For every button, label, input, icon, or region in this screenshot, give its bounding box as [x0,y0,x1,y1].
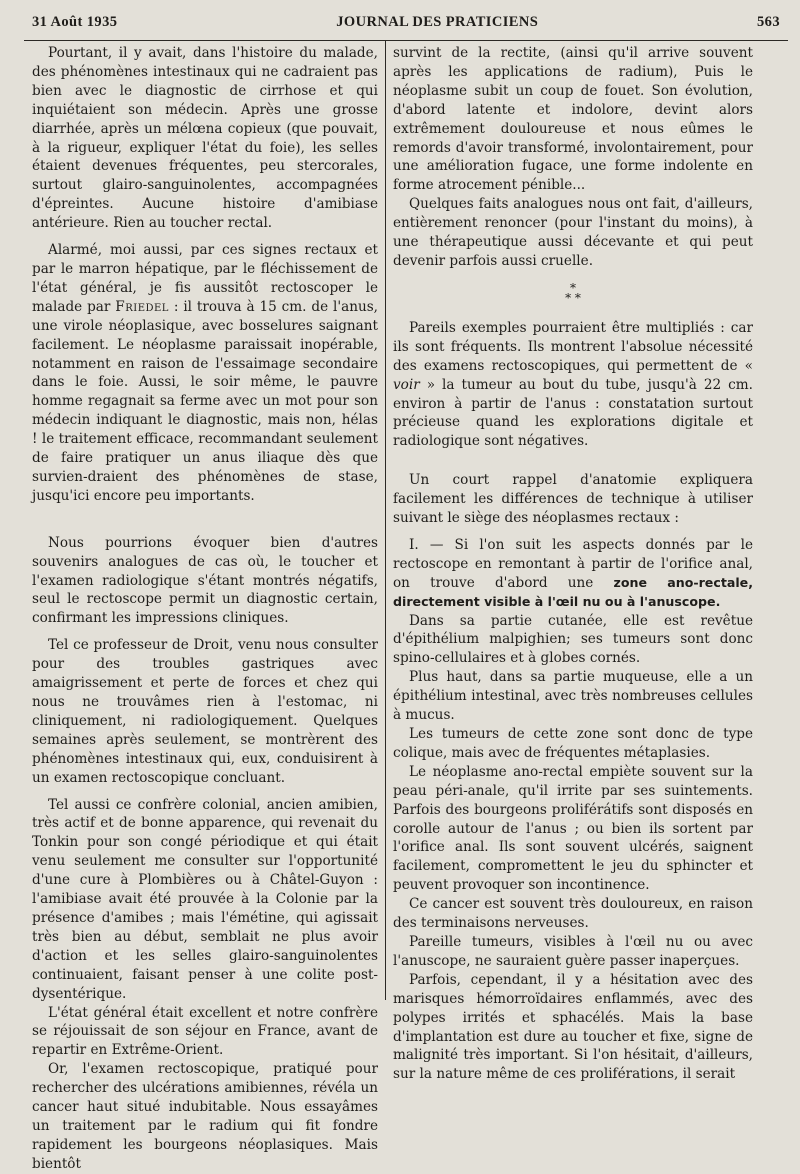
asterism-bottom: * * [565,290,581,305]
paragraph: Le néoplasme ano-rectal empiète souvent sur la peau péri-anale, qu'il irrite par ses suintements. Parfois des bourgeons proliférátifs sont disposés en corolle autour de l'anus ; ou bien ils sortent par l'orifice anal. Ils sont souvent ulcérés, saignent facilement, compromettent le jeu du sphincter et peuvent provoquer son incontinence. [393,763,753,894]
paragraph: Plus haut, dans sa partie muqueuse, elle a un épithélium intestinal, avec très nombreuses cellules à mucus. [393,669,753,724]
paragraph: Les tumeurs de cette zone sont donc de type colique, mais avec de fréquentes métaplasies. [393,726,753,761]
paragraph: L'état général était excellent et notre confrère se réjouissait de son séjour en France, avant de repartir en Extrême-Orient. [32,1004,378,1059]
paragraph: Dans sa partie cutanée, elle est revêtue d'épithélium malpighien; ses tumeurs sont donc spino-cellulaires et à globes cornés. [393,612,753,667]
asterism-separator [393,280,753,305]
header-journal-title: JOURNAL DES PRATICIENS [336,14,539,30]
header-page-number: 563 [757,14,780,30]
paragraph: Or, l'examen rectoscopique, pratiqué pour rechercher des ulcérations amibiennes, révéla un cancer haut situé indubitable. Nous essayâmes un traitement par le radium qui fit fondre rapidement les bourgeons néoplasiques. Mais bientôt [32,1061,378,1172]
asterism-top: * [570,280,576,295]
paragraph: Parfois, cependant, il y a hésitation avec des marisques hémorroïdaires enflammés, avec des polypes irrités et sphacélés. Mais la base d'implantation est dure au toucher et fixe, signe de malignité très important. Si l'on hésitait, d'ailleurs, sur la nature même de ces proliférations, il serait [393,971,753,1083]
paragraph: survint de la rectite, (ainsi qu'il arrive souvent après les applications de radium), Puis le néoplasme subit un coup de fouet. Son évolution, d'abord latente et indolore, devint alors extrêmement douloureuse et nous eûmes le remords d'avoir transformé, involontairement, pour une amélioration fugace, une forme indolente en forme atrocement pénible... [393,45,753,194]
paragraph [393,536,753,612]
paragraph-text: Pareils exemples pourraient être multipliés : car ils sont fréquents. Ils montrent l'absolue nécessité des examens rectoscopiques, qui permettent de « [393,319,753,374]
bold-term: zone ano-rectale, directement visible à l'œil nu ou à l'anuscope. [393,574,753,609]
paragraph: Tel aussi ce confrère colonial, ancien amibien, très actif et de bonne apparence, qui revenait du Tonkin pour son congé périodique et qui était venu seulement me consulter sur l'opportunité d'une cure à Plombières ou à Châtel-Guyon : l'amibiase avait été prouvée à la Colonie par la présence d'amibes ; mais l'émétine, qui agissait très bien au début, semblait ne plus avoir d'action et les selles glairo-sanguinolentes continuaient, faisant penser à une colite post-dysentérique. [32,796,378,1002]
paragraph: Quelques faits analogues nous ont fait, d'ailleurs, entièrement renoncer (pour l'instant du moins), à une thérapeutique aussi décevante et qui peut devenir parfois aussi cruelle. [393,196,753,269]
paragraph: Nous pourrions évoquer bien d'autres souvenirs analogues de cas où, le toucher et l'examen radiologique s'étant montrés négatifs, seul le rectoscope permit un diagnostic certain, confirmant les impressions cliniques. [32,534,378,627]
running-header [32,14,780,40]
header-rule [24,40,788,41]
paragraph [393,319,753,451]
paragraph-text: : il trouva à 15 cm. de l'anus, une virole néoplasique, avec bosselures saignant facilement. Le néoplasme paraissait inopérable, notamment en raison de l'essaimage secondaire dans le foie. Aussi, le soir même, le pauvre homme regagnait sa ferme avec un mot pour son médecin indiquant le diagnostic, mais non, hélas ! le traitement efficace, recommandant seulement de faire pratiquer un anus iliaque dès que survien-draient des phénomènes de stase, jusqu'ici encore peu importants. [32,298,379,504]
right-column [393,44,753,1084]
column-divider [385,40,386,1000]
paragraph: Tel ce professeur de Droit, venu nous consulter pour des troubles gastriques avec amaigrissement et perte de forces et chez qui nous ne trouvâmes rien à l'estomac, ni cliniquement, ni radiologiquement. Quelques semaines après seulement, se montrèrent des phénomènes intestinaux qui, eux, conduisirent à un examen rectoscopique concluant. [32,637,378,786]
paragraph: Ce cancer est souvent très douloureux, en raison des terminaisons nerveuses. [393,896,753,932]
paragraph: Un court rappel d'anatomie expliquera facilement les différences de technique à utiliser suivant le siège des néoplasmes rectaux : [393,472,753,527]
left-column [32,44,378,1174]
paragraph-text: Alarmé, moi aussi, par ces signes rectaux et par le marron hépatique, par le fléchissement de l'état général, je fis aussitôt rectoscoper le malade par [32,242,378,315]
author-name: Friedel [115,298,169,315]
paragraph: Pareille tumeurs, visibles à l'œil nu ou avec l'anuscope, ne sauraient guère passer inaperçues. [393,933,753,969]
paragraph: Pourtant, il y avait, dans l'histoire du malade, des phénomènes intestinaux qui ne cadraient pas bien avec le diagnostic de cirrhose et qui inquiétaient son médecin. Après une grosse diarrhée, après un mélœna copieux (que pouvait, à la rigueur, expliquer l'état du foie), les selles étaient devenues fréquentes, peu stercorales, surtout glairo-sanguinolentes, accompagnées d'épreintes. Aucune histoire d'amibiase antérieure. Rien au toucher rectal. [32,45,378,232]
paragraph-text: » la tumeur au bout du tube, jusqu'à 22 cm. environ à partir de l'anus : constatation surtout précieuse quand les explorations digitale et radiologique sont négatives. [393,376,753,450]
paragraph-text: I. — Si l'on suit les aspects donnés par le rectoscope en remontant à partir de l'orifice anal, on trouve d'abord une [393,536,753,591]
paragraph [32,241,378,506]
header-date: 31 Août 1935 [32,14,118,30]
emphasis: voir [393,376,420,393]
